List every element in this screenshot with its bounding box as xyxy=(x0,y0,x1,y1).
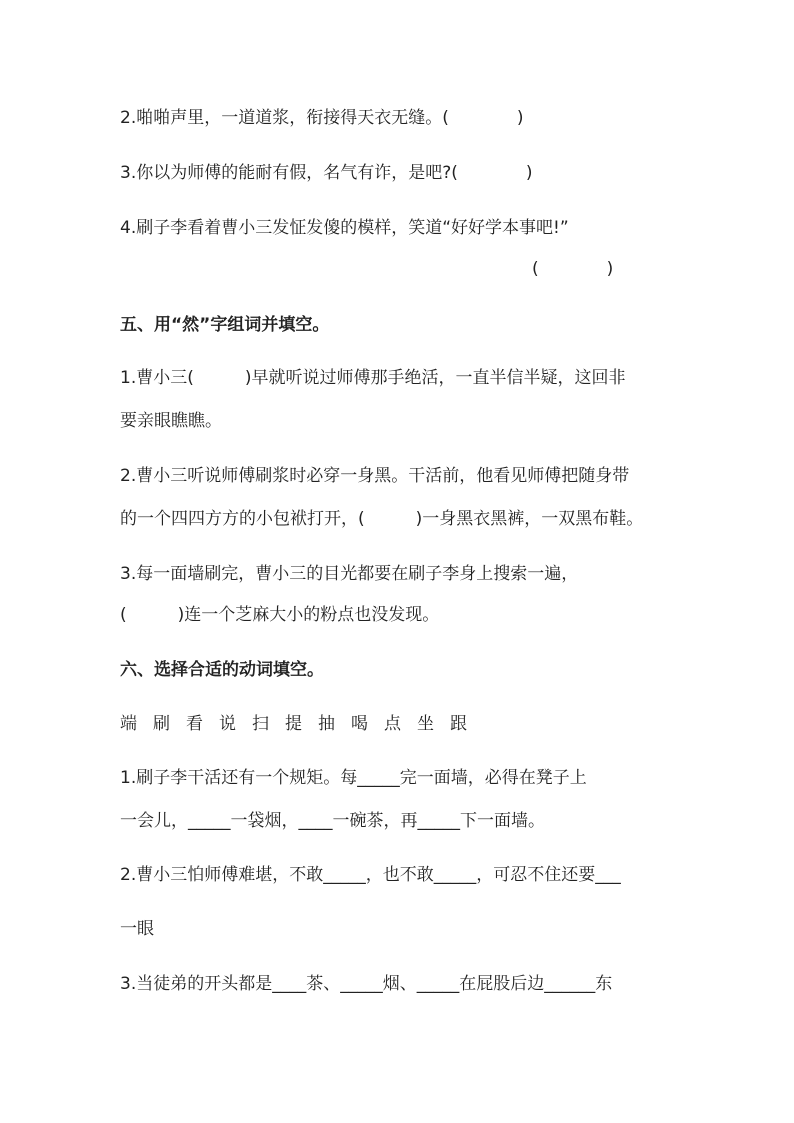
question-5-1-line2: 要亲眼瞧瞧。 xyxy=(120,411,222,431)
question-5-3-line1: 3.每一面墙刷完，曹小三的目光都要在刷子李身上搜索一遍， xyxy=(120,564,579,584)
question-5-2-line2: 的一个四四方方的小包袱打开，( )一身黑衣黑裤，一双黑布鞋。 xyxy=(120,509,644,529)
verb-word: 看 xyxy=(186,714,203,734)
verb-word: 喝 xyxy=(351,714,368,734)
question-4-3: 3.你以为师傅的能耐有假，名气有诈，是吧?( ) xyxy=(120,163,533,183)
verb-word: 端 xyxy=(120,714,137,734)
question-5-1-line1: 1.曹小三( )早就听说过师傅那手绝活，一直半信半疑，这回非 xyxy=(120,368,626,388)
section-5-heading: 五、用“然”字组词并填空。 xyxy=(120,315,330,335)
question-5-2-line1: 2.曹小三听说师傅刷浆时必穿一身黑。干活前，他看见师傅把随身带 xyxy=(120,466,630,486)
verb-word-bank xyxy=(120,713,467,735)
verb-word: 刷 xyxy=(153,714,170,734)
verb-word: 抽 xyxy=(318,714,335,734)
question-4-2: 2.啪啪声里，一道道浆，衔接得天衣无缝。( ) xyxy=(120,108,524,128)
verb-word: 说 xyxy=(219,714,236,734)
question-6-3-line1: 3.当徒弟的开头都是____茶、_____烟、_____在屁股后边______东 xyxy=(120,974,613,994)
question-6-1-line2: 一会儿，_____一袋烟，____一碗茶，再_____下一面墙。 xyxy=(120,811,545,831)
verb-word: 跟 xyxy=(450,714,467,734)
question-6-1-line1: 1.刷子李干活还有一个规矩。每_____完一面墙，必得在凳子上 xyxy=(120,768,587,788)
verb-word: 提 xyxy=(285,714,302,734)
question-5-3-line2: ( )连一个芝麻大小的粉点也没发现。 xyxy=(120,605,440,625)
question-6-2-line1: 2.曹小三怕师傅难堪，不敢_____，也不敢_____，可忍不住还要___ xyxy=(120,865,621,885)
verb-word: 扫 xyxy=(252,714,269,734)
verb-word: 坐 xyxy=(417,714,434,734)
question-4-4-answer-blank: ( ) xyxy=(532,259,614,279)
section-6-heading: 六、选择合适的动词填空。 xyxy=(120,660,324,680)
question-6-2-line2: 一眼 xyxy=(120,919,154,939)
verb-word: 点 xyxy=(384,714,401,734)
question-4-4-line1: 4.刷子李看着曹小三发怔发傻的模样，笑道“好好学本事吧!” xyxy=(120,218,569,238)
